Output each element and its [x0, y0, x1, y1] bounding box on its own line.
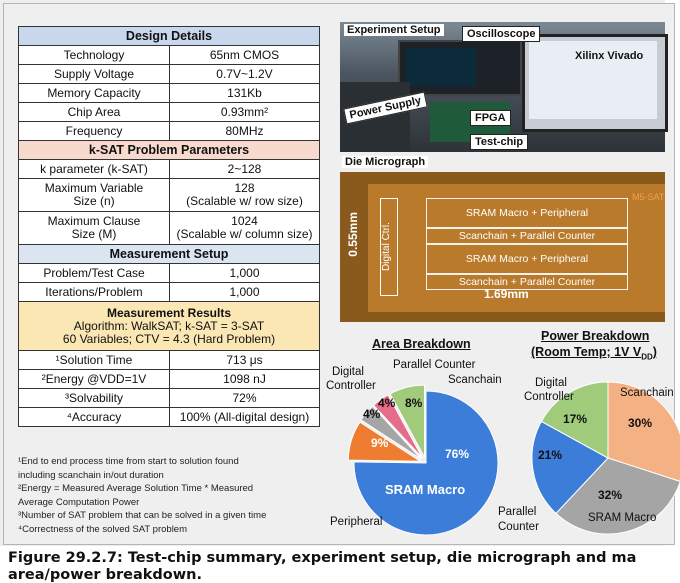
spec-value: 1,000 — [170, 283, 320, 302]
area-value-digital: 4% — [363, 407, 381, 421]
area-label-sram: SRAM Macro — [385, 482, 466, 497]
power-subtitle-sub: DD — [641, 352, 653, 362]
die-height-label: 0.55mm — [346, 212, 360, 257]
oscilloscope-label: Oscilloscope — [462, 26, 540, 42]
power-label-sram: SRAM Macro — [588, 512, 657, 524]
spec-value: 80MHz — [170, 122, 320, 141]
power-label-parallel: Parallel — [498, 506, 537, 518]
oscilloscope-image — [398, 40, 522, 96]
spec-value: 131Kb — [170, 84, 320, 103]
spec-value — [170, 212, 320, 245]
results-header: Measurement Results — [106, 305, 232, 320]
die-title: Die Micrograph — [342, 156, 428, 168]
spec-key-line: Size (n) — [73, 194, 115, 208]
vivado-label: Xilinx Vivado — [575, 50, 644, 62]
results-line: 60 Variables; CTV = 4.3 (Hard Problem) — [62, 331, 276, 346]
spec-key: Problem/Test Case — [19, 264, 170, 283]
area-value-parallel: 4% — [378, 396, 396, 410]
spec-value: 1,000 — [170, 264, 320, 283]
power-value-parallel: 21% — [538, 448, 563, 462]
setup-header: Measurement Setup — [19, 245, 320, 264]
spec-value: 65nm CMOS — [170, 46, 320, 65]
fpga-label: FPGA — [470, 110, 511, 126]
area-title: Area Breakdown — [372, 337, 471, 351]
spec-value — [170, 179, 320, 212]
test-chip-label: Test-chip — [470, 134, 528, 150]
power-subtitle — [531, 345, 657, 362]
power-value-scanchain: 30% — [628, 416, 653, 430]
footnote: ³Number of SAT problem that can be solved in a given time — [18, 510, 267, 521]
die-band-scanchain: Scanchain + Parallel Counter — [426, 228, 628, 244]
ksat-header: k-SAT Problem Parameters — [19, 141, 320, 160]
scope-screen — [406, 48, 476, 86]
design-header: Design Details — [19, 27, 320, 46]
spec-value-line: (Scalable w/ column size) — [176, 227, 313, 241]
spec-value: 713 μs — [170, 351, 320, 370]
die-band-sram: SRAM Macro + Peripheral — [426, 244, 628, 274]
spec-value: 100% (All-digital design) — [170, 408, 320, 427]
area-value-scanchain: 8% — [405, 396, 423, 410]
area-label-parallel: Parallel Counter — [393, 359, 476, 371]
power-label-counter: Counter — [498, 521, 539, 533]
spec-table — [18, 26, 320, 427]
power-value-digital: 17% — [563, 412, 588, 426]
footnote: ¹End to end process time from start to solution found — [18, 456, 239, 467]
footnote: ⁴Correctness of the solved SAT problem — [18, 523, 188, 535]
spec-key: Frequency — [19, 122, 170, 141]
spec-key: ⁴Accuracy — [19, 408, 170, 427]
figure-caption-continued: area/power breakdown. — [8, 567, 202, 583]
spec-key: Iterations/Problem — [19, 283, 170, 302]
footnote: including scanchain in/out duration — [18, 469, 164, 481]
spec-key — [19, 179, 170, 212]
die-micrograph — [340, 172, 665, 322]
power-subtitle-text: (Room Temp; 1V V — [531, 345, 642, 359]
die-width-label: 1.69mm — [484, 287, 529, 301]
spec-value-line: 128 — [234, 181, 255, 195]
figure-caption: Figure 29.2.7: Test-chip summary, experiment setup, die micrograph and ma — [8, 550, 637, 566]
spec-value-line: 1024 — [231, 214, 258, 228]
results-line: Algorithm: WalkSAT; k-SAT = 3-SAT — [73, 318, 265, 333]
area-label-peripheral: Peripheral — [330, 516, 383, 528]
spec-key-line: Maximum Variable — [44, 181, 144, 195]
power-label-controller: Controller — [524, 391, 574, 403]
area-label-scanchain: Scanchain — [448, 374, 502, 386]
results-header-cell — [19, 302, 320, 351]
experiment-title: Experiment Setup — [344, 24, 444, 36]
spec-key-line: Size (M) — [71, 227, 117, 241]
power-subtitle-tail: ) — [652, 345, 657, 359]
footnote: Average Computation Power — [18, 496, 140, 508]
area-value-sram: 76% — [445, 447, 470, 461]
spec-value: 1098 nJ — [170, 370, 320, 389]
area-value-peripheral: 9% — [371, 436, 389, 450]
spec-value: 72% — [170, 389, 320, 408]
spec-key: Technology — [19, 46, 170, 65]
power-title: Power Breakdown — [541, 329, 650, 343]
spec-key — [19, 212, 170, 245]
die-band-scanchain: Scanchain + Parallel Counter — [426, 274, 628, 290]
spec-key: k parameter (k-SAT) — [19, 160, 170, 179]
die-band-sram: SRAM Macro + Peripheral — [426, 198, 628, 228]
spec-key: ¹Solution Time — [19, 351, 170, 370]
power-label-digital: Digital — [535, 377, 567, 389]
spec-key: Chip Area — [19, 103, 170, 122]
footnote: ²Energy = Measured Average Solution Time * Measured — [18, 483, 254, 494]
power-label-scanchain: Scanchain — [620, 387, 674, 399]
spec-value-line: (Scalable w/ row size) — [186, 194, 303, 208]
spec-key: Supply Voltage — [19, 65, 170, 84]
spec-value: 2~128 — [170, 160, 320, 179]
spec-key: ²Energy @VDD=1V — [19, 370, 170, 389]
power-value-sram: 32% — [598, 488, 623, 502]
area-label-digital: Digital — [332, 366, 364, 378]
monitor-image — [522, 34, 668, 132]
footnotes — [18, 455, 328, 536]
digital-ctrl-block: Digital Ctrl. — [380, 198, 398, 296]
spec-value: 0.93mm² — [170, 103, 320, 122]
area-label-controller: Controller — [326, 380, 376, 392]
spec-value: 0.7V~1.2V — [170, 65, 320, 84]
spec-key: Memory Capacity — [19, 84, 170, 103]
power-supply-label: Power Supply — [343, 92, 427, 125]
spec-key-line: Maximum Clause — [47, 214, 141, 228]
die-tag: M5-SAT — [632, 192, 665, 202]
spec-key: ³Solvability — [19, 389, 170, 408]
